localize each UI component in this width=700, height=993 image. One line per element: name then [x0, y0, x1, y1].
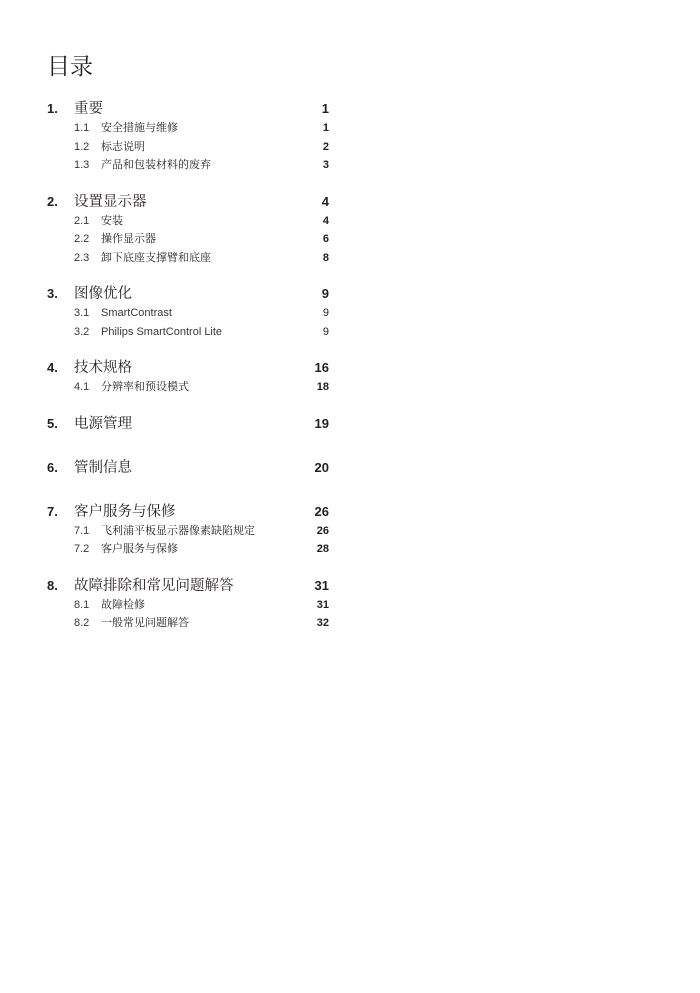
toc-subentry-number: 8.1: [74, 598, 90, 611]
toc-subentry-page: 31: [316, 598, 329, 611]
toc-subentry-label: 飞利浦平板显示器像素缺陷规定: [101, 523, 255, 537]
toc-subentry-label: SmartContrast: [101, 307, 172, 319]
toc-entry-1-2[interactable]: [47, 138, 329, 157]
toc-entry-1-1[interactable]: [47, 119, 329, 138]
toc-entry-2-3[interactable]: [47, 249, 329, 268]
toc-subentry-page: 32: [316, 617, 329, 629]
toc-entry-8[interactable]: [47, 576, 329, 596]
toc-entry-6[interactable]: [47, 458, 329, 478]
toc-entry-7-2[interactable]: [47, 540, 329, 559]
toc-subentry-label: 分辨率和预设模式: [101, 380, 189, 393]
toc-section-6: [47, 458, 329, 478]
toc-subentry-label: 客户服务与保修: [101, 542, 178, 555]
toc-entry-label: 管制信息: [74, 459, 132, 476]
toc-subentry-label: 产品和包装材料的废弃: [101, 158, 211, 171]
toc-subentry-number: 1.3: [74, 159, 90, 171]
toc-subentry-label: 安装: [101, 213, 123, 227]
toc-entry-number: 7.: [47, 503, 58, 519]
toc-subentry-number: 2.3: [74, 251, 90, 264]
toc-entry-label: 客户服务与保修: [74, 503, 176, 520]
toc-subentry-label: Philips SmartControl Lite: [101, 325, 223, 338]
toc-entry-number: 2.: [47, 193, 58, 209]
toc-entry-3-2[interactable]: [47, 323, 329, 342]
toc-subentry-number: 8.2: [74, 617, 90, 629]
toc-entry-page: 20: [314, 459, 329, 475]
toc-entry-label: 电源管理: [74, 415, 132, 432]
toc-entry-number: 3.: [47, 286, 58, 301]
toc-entry-7[interactable]: [47, 502, 329, 522]
toc-subentry-page: 28: [316, 543, 329, 555]
toc-entry-page: 4: [321, 193, 329, 209]
toc-subentry-page: 18: [316, 381, 329, 393]
toc-section-1: [47, 99, 329, 175]
toc-entry-4[interactable]: [47, 358, 329, 378]
toc-entry-label: 图像优化: [74, 286, 132, 302]
toc-entry-page: 26: [314, 503, 329, 519]
toc-entry-page: 31: [314, 577, 329, 593]
toc-entry-8-2[interactable]: [47, 614, 329, 633]
toc-subentry-number: 7.2: [74, 543, 90, 555]
toc-entry-page: 1: [321, 101, 329, 116]
toc-entry-5[interactable]: [47, 414, 329, 434]
toc-subentry-number: 7.1: [74, 524, 90, 537]
toc-section-2: [47, 192, 329, 268]
toc-entry-4-1[interactable]: [47, 378, 329, 397]
toc-entry-label: 重要: [74, 101, 103, 117]
toc-entry-1-3[interactable]: [47, 156, 329, 175]
toc-subentry-label: 故障检修: [101, 597, 145, 611]
toc-subentry-page: 6: [322, 233, 329, 245]
toc-section-3: [47, 284, 329, 341]
toc-entry-label: 设置显示器: [74, 193, 147, 210]
toc-subentry-number: 3.2: [74, 325, 90, 338]
toc-section-7: [47, 502, 329, 559]
toc-subentry-page: 26: [316, 524, 329, 537]
toc-entry-label: 技术规格: [74, 360, 132, 376]
toc-entry-number: 6.: [47, 459, 58, 475]
toc-entry-3-1[interactable]: [47, 304, 329, 323]
toc-subentry-page: 2: [322, 140, 329, 153]
toc-subentry-label: 一般常见问题解答: [101, 616, 189, 629]
toc-entry-number: 4.: [47, 360, 58, 375]
toc-subentry-number: 3.1: [74, 307, 90, 319]
toc-entry-number: 5.: [47, 415, 58, 431]
table-of-contents: [47, 99, 329, 650]
toc-subentry-page: 1: [322, 122, 329, 134]
toc-subentry-number: 4.1: [74, 381, 90, 393]
toc-entry-page: 16: [314, 360, 329, 375]
toc-entry-number: 8.: [47, 577, 58, 593]
toc-subentry-label: 标志说明: [101, 139, 145, 153]
toc-section-4: [47, 358, 329, 397]
toc-section-5: [47, 414, 329, 434]
toc-subentry-label: 安全措施与维修: [101, 121, 178, 134]
toc-subentry-number: 1.2: [74, 140, 90, 153]
toc-entry-label: 故障排除和常见问题解答: [74, 577, 234, 594]
toc-entry-3[interactable]: [47, 284, 329, 304]
toc-subentry-page: 8: [322, 251, 329, 264]
toc-subentry-page: 4: [322, 214, 329, 227]
toc-entry-2-1[interactable]: [47, 212, 329, 231]
toc-entry-1[interactable]: [47, 99, 329, 119]
toc-entry-number: 1.: [47, 101, 58, 116]
toc-subentry-number: 2.2: [74, 233, 90, 245]
toc-subentry-page: 9: [322, 325, 329, 338]
toc-entry-7-1[interactable]: [47, 522, 329, 541]
toc-section-8: [47, 576, 329, 633]
toc-entry-page: 9: [321, 286, 329, 301]
toc-entry-8-1[interactable]: [47, 596, 329, 615]
toc-entry-2-2[interactable]: [47, 230, 329, 249]
toc-subentry-page: 3: [322, 159, 329, 171]
page-title: 目录: [47, 54, 93, 80]
toc-subentry-page: 9: [322, 307, 329, 319]
toc-subentry-number: 1.1: [74, 122, 90, 134]
toc-entry-page: 19: [314, 415, 329, 431]
toc-subentry-label: 卸下底座支撑臂和底座: [101, 250, 211, 264]
toc-subentry-number: 2.1: [74, 214, 90, 227]
toc-entry-2[interactable]: [47, 192, 329, 212]
toc-subentry-label: 操作显示器: [101, 232, 156, 245]
